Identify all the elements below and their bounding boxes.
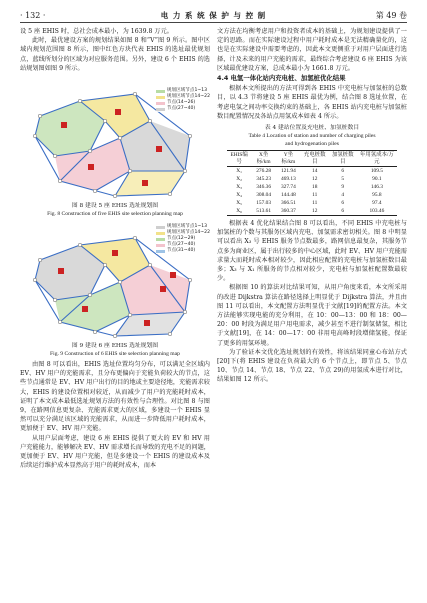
paragraph: 文方法在均衡考虑用户和投资者成本的基础上，为规划建设提供了一定的思路。而在实际建设过程中用户耗时成本是无法精确量化的，这也是在实际建设中需要考虑的，因此本文更侧重于对用户层面进行选择，计及未来的用户充能的需求，最终综合考虑建设 6 座 EHIS 为该区域最优建设方案，总成本最小为 1661.8 万元。	[217, 28, 407, 72]
table-row: X₃ 346.36 327.74 18 9 146.3	[236, 183, 383, 190]
figure-8	[20, 76, 210, 200]
station-table	[227, 150, 397, 216]
paragraph: 由图 8 可以看出，EHIS 选址位置均匀分布，可以满足全区域内 EV、HV 用户的充能需求，且分布更偏向于充能负荷较大的节点，这些节点通常是 EV、HV 用户出行的目的地或主要途径地，充能需求较大，EHIS 的建设位置相对较近，从而减少了用户的充能耗时成本，证明了本文成本最低选址规划方法的有效性与合理性。对比图 8 与图 9，在路网信息更复杂、充能需求更大的区域，多建设一个 EHIS 显然可以充分满足该区域的充能需求，从而进一步降低用户耗时成本，更加便于 EV、HV 用户充能。	[20, 361, 210, 433]
journal-title: 电 力 系 统 保 护 与 控 制	[160, 10, 267, 20]
paragraph: 根据表 4 优化结果结合图 8 可以看出，不同 EHIS 中充电桩与加氢桩的个数与其服务区域内充电、加氢需求密切相关。图 8 中明显可以看出 X₃ 号 EHIS 服务节点数最多，路网信息最复杂，其服务节点多为商业区，属于出行较多的中心区域，此时 EV、HV 用户充能需求量大而耗时成本相对较少，因此相应配置的充电桩与加氢桩数目最多；X₃ 与 X₁ 所服务的节点相对较少，充电桩与加氢桩配置数最较少。	[217, 220, 407, 283]
paragraph: 为了验证本文优化选址规划的有效性，将该结果同童心布站方式[20]下(将 EHIS 建设在负荷最大的 6 个节点上，即节点 5、节点 10、节点 14、节点 18、节点 22、节点 29)的用氢成本进行对比，结果如图 12 所示。	[217, 348, 407, 384]
paragraph: 此时，最优建设方案的规划结果如图 8 和“V”图 9 所示。图中区域内规划范围图 8 所示，图中红色方块代表 EHIS 的选址最优规划点，蓝线所划分的区域为对应服务范围。另外，建设 6 个 EHIS 的选站规划图如图 9 所示。	[20, 37, 210, 72]
table-row: X₄ 308.04 144.48 11 4 95.8	[236, 191, 382, 198]
figure-9	[20, 220, 210, 340]
figure-caption: 图 9 建设 6 座 EHIS 选址规划图 Fig. 9 Construction of 6 EHIS site selection planning map	[50, 343, 180, 358]
page-header	[20, 8, 407, 23]
figure-caption: 图 8 建设 5 座 EHIS 选址规划图 Fig. 8 Construction of five EHIS site selection planning map	[47, 203, 183, 218]
table-row: X₆ 513.61 360.37 12 6 103.46	[227, 207, 397, 216]
right-column	[217, 27, 407, 385]
column-header: 加氢桩数目	[329, 151, 357, 167]
table-row: X₁ 276.28 121.94 14 6 109.5	[236, 167, 383, 174]
map-legend: 规划区域节点1~13 规划区域节点14~22 节点(14~26) 节点(27~40)	[156, 88, 210, 112]
column-header: X坐标/km	[251, 151, 276, 167]
section-heading: 4.4 电氢一体化站内充电桩、加氢桩优化结果	[217, 74, 346, 83]
paragraph: 设 5 座 EHIS 时，总社会成本最小，为 1639.8 万元。	[20, 28, 173, 35]
paragraph: 从用户层面考虑，建设 6 座 EHIS 提供了更大的 EV 和 HV 用户充能能力，能够解决 EV、HV 需求增长而导致的充电不足的问题，更加便于 EV、HV 用户充能，但是多建设一个 EHIS 的建设成本及后续运行维护成本显然高于用户的耗时成本，而本	[20, 434, 210, 470]
column-header: 充电桩数目	[301, 151, 329, 167]
volume-label: 第 49 卷	[375, 10, 407, 20]
column-header: 年用氢成本/万元	[357, 151, 397, 167]
paragraph: 根据本文所提出的方法可得到各 EHIS 中充电桩与加氢桩的总数目，以 4.3 节将建设 5 座 EHIS 最优为例，结合图 8 选址位置，在考虑电氢之间功率交换约束的基础上，各 EHIS 站内充电桩与加氢桩数目配置情况及各站点用氢成本如表 4 所示。	[217, 85, 407, 120]
left-column	[20, 27, 210, 470]
table-row: X₂ 345.23 469.13 12 5 90.1	[236, 175, 382, 182]
table-row: X₅ 157.03 366.51 11 6 97.4	[236, 199, 382, 206]
service-region	[115, 171, 185, 196]
table-caption: 表 4 建站位置及充电桩、加氢桩数目 Table 4 Location of station and number of charging piles and hydrogenation piles	[248, 125, 376, 148]
page-number: · 132 ·	[20, 10, 46, 20]
map-legend: 规划区域节点1~13 规划区域节点14~22 节点(12~29) 节点(27~40) 节点(31~40)	[156, 224, 210, 254]
paragraph: 根据图 10 的算法对比结果可知，从用户角度来看，本文所采用的改进 Dijkstra 算法在路径选择上明显优于 Dijkstra 算法，并且由图 11 可以看出，本文配置方法明显优于文献[19]的配置方法。本文方法能够实现电能的充分利用，在 10：00—13：00 和 18：00—20：00 时段为满足用户用电需求，减少甚至不进行制氢储氢，相比于文献[19]，在 14：00—17：00 非用电高峰时段增储氢能，保证了更多的用氢环境。	[217, 284, 407, 347]
column-header: EHIS编号	[227, 151, 251, 167]
column-header: Y坐标/km	[276, 151, 301, 167]
